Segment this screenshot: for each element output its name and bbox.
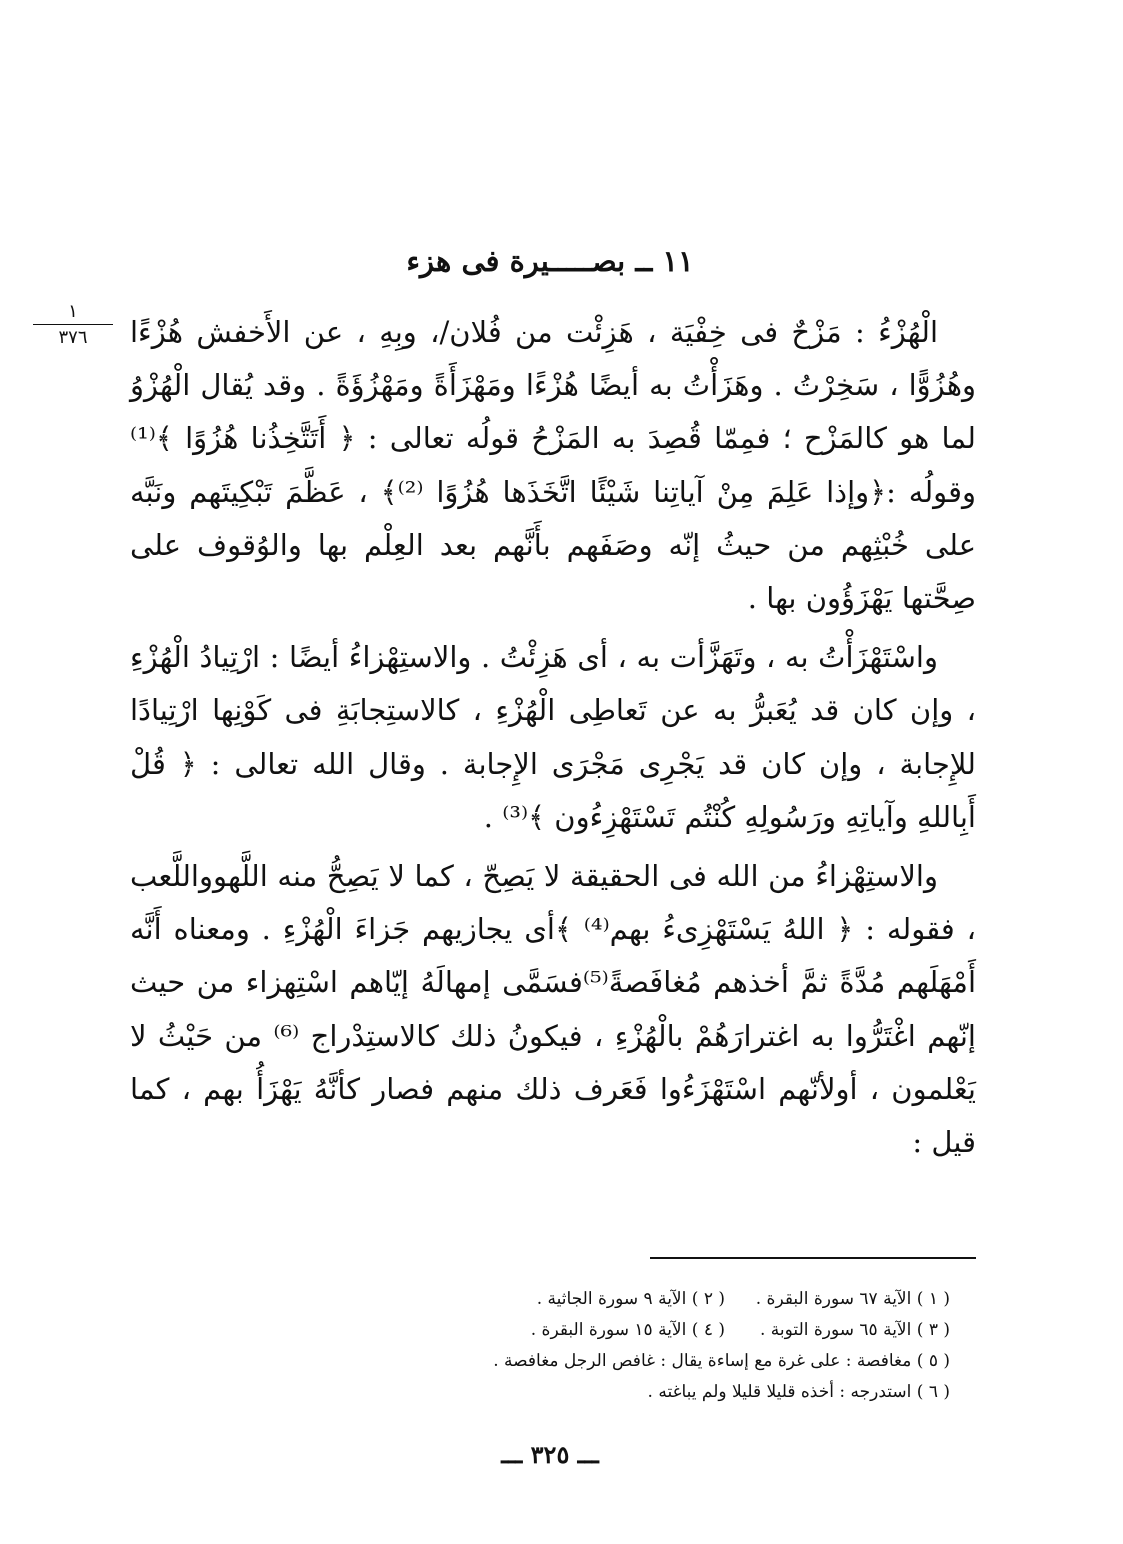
footnote-text: الآية ٦٧ سورة البقرة .: [755, 1289, 912, 1309]
footnote-marker: ( ٢ ): [691, 1289, 725, 1309]
footnote: [300, 1346, 950, 1377]
footnote-text: الآية ٦٥ سورة التوبة .: [760, 1320, 912, 1340]
footnote-marker: ( ٥ ): [916, 1351, 950, 1371]
margin-reference: [33, 302, 113, 348]
footnote: [725, 1284, 950, 1315]
margin-reference-divider: [33, 324, 113, 325]
footnote-marker: ( ٣ ): [916, 1320, 950, 1340]
footnote: [500, 1315, 725, 1346]
footnote-text: مغافصة : على غرة مع إساءة يقال : غافص الرجل مغافصة .: [493, 1351, 912, 1371]
paragraph-text: واسْتَهْزَأْتُ به ، وتَهَزَّأت به ، أى هَزِئْتُ . والاستِهْزاءُ أيضًا : ارْتِيادُ الْهُزْءِ ، وإن كان قد يُعَبرُّ به عن تَعاطِى الْهُزْءِ ، كالاستِجابَةِ فى كَوْنِها ارْتِيادًا للإِجابة ، وإن كان قد يَجْرِى مَجْرَى الإِجابة . وقال الله تعالى : ﴿ قُلْ أَبِاللهِ وآياتِهِ ورَسُولِهِ كُنْتُم تَسْتَهْزِءُون ﴾⁽³⁾ .: [130, 640, 976, 834]
footnote-row: [300, 1315, 950, 1346]
footnote-row: [300, 1284, 950, 1315]
footnote-marker: ( ١ ): [916, 1289, 950, 1309]
section-heading: ١١ ــ بصـــــيرة فى هزء: [406, 244, 694, 278]
page-number: ـــ ٣٢٥ ـــ: [501, 1440, 599, 1469]
footnote-text: الآية ٩ سورة الجاثية .: [536, 1289, 687, 1309]
footnote: [300, 1377, 950, 1408]
paragraph-text: والاستِهْزاءُ من الله فى الحقيقة لا يَصِحّ ، كما لا يَصِحُّ منه اللَّهوواللَّعب ، فقوله : ﴿ اللهُ يَسْتَهْزِىءُ بهم⁽⁴⁾ ﴾أى يجازيهم جَزاءَ الْهُزْءِ . ومعناه أَنَّه أَمْهَلَهم مُدَّةً ثمَّ أخذهم مُغافَصةً⁽⁵⁾فسَمَّى إمهالَهُ إيّاهم اسْتِهزاء من حيث إنّهم اغْتَرُّوا به اغترارَهُمْ بالْهُزْءِ ، فيكونُ ذلك كالاستِدْراج ⁽⁶⁾ من حَيْثُ لا يَعْلمون ، أولأنّهم اسْتَهْزَءُوا فَعَرف ذلك منهم فصار كأنَّهُ يَهْزَأُ بهم ، كما قيل :: [130, 859, 976, 1160]
footnote-row: [300, 1346, 950, 1377]
footnote-marker: ( ٤ ): [691, 1320, 725, 1340]
margin-reference-bottom: ٣٧٦: [58, 327, 88, 348]
paragraph-text: الْهُزْءُ : مَزْحٌ فى خِفْيَة ، هَزِئْت من فُلان/، وبِهِ ، عن الأَخفش هُزْءًا وهُزُوًّا ، سَخِرْتُ . وهَزَأْتُ به أيضًا هُزْءًا ومَهْزَأَةً ومَهْزُؤَةً . وقد يُقال الْهُزْوُ لما هو كالمَزْح ؛ فمِمّا قُصِدَ به المَزْحُ قولُه تعالى : ﴿ أَتَتَّخِذُنا هُزُوًا ﴾⁽¹⁾ وقولُه :﴿وإذا عَلِمَ مِنْ آياتِنا شَيْئًا اتَّخَذَها هُزُوًا ⁽²⁾﴾ ، عَظَّمَ تَبْكِيتَهم ونَبَّه على خُبْثِهم من حيثُ إنّه وصَفَهم بأَنَّهم بعد العِلْم بها والوُقوف على صِحَّتها يَهْزَؤُون بها .: [130, 315, 977, 616]
footnote-marker: ( ٦ ): [916, 1382, 950, 1402]
footnote-divider: [650, 1257, 976, 1259]
footnote-row: [300, 1377, 950, 1408]
paragraph: [130, 850, 976, 1169]
body-text: [130, 306, 976, 1169]
footnote: [725, 1315, 950, 1346]
footnotes: [300, 1284, 950, 1408]
margin-reference-top: ١: [68, 301, 78, 322]
paragraph: [130, 631, 976, 844]
paragraph: [130, 306, 976, 625]
footnote-text: الآية ١٥ سورة البقرة .: [530, 1320, 687, 1340]
footnote: [500, 1284, 725, 1315]
footnote-text: استدرجه : أخذه قليلا قليلا ولم يباغته .: [647, 1382, 912, 1402]
